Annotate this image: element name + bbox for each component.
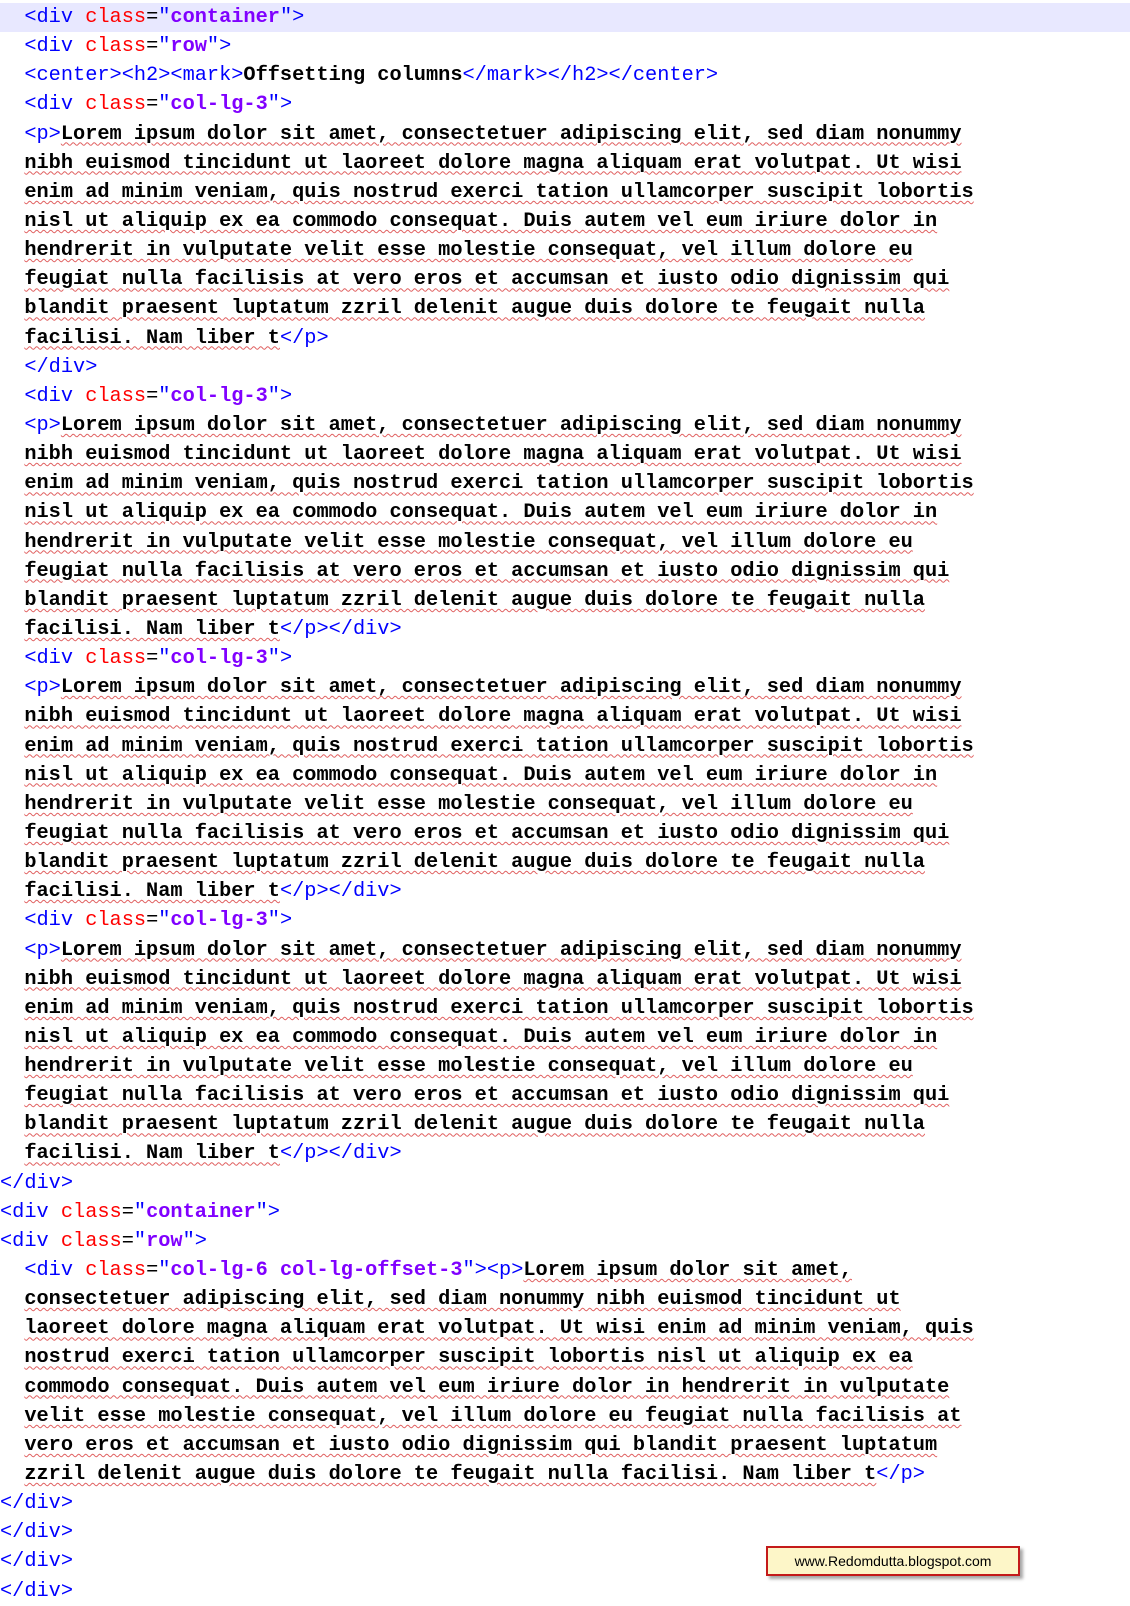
line-indent [0, 968, 24, 991]
code-token-text: feugiat nulla facilisis at vero eros et accumsan et iusto odio dignissim qui [24, 821, 950, 845]
code-line[interactable] [0, 586, 1130, 615]
line-indent [0, 239, 24, 262]
code-token-tag: <div [24, 909, 86, 933]
line-indent [0, 6, 24, 29]
code-token-text: blandit praesent luptatum zzril delenit augue duis dolore te feugait nulla [24, 297, 925, 321]
code-token-eq: = [146, 93, 159, 117]
line-indent [0, 1376, 24, 1399]
line-indent [0, 356, 24, 379]
line-indent [0, 327, 24, 350]
code-token-eq: = [146, 35, 159, 59]
code-line[interactable] [0, 528, 1130, 557]
code-line[interactable] [0, 994, 1130, 1023]
code-token-text: vero eros et accumsan et iusto odio dignissim qui blandit praesent luptatum [24, 1433, 938, 1457]
line-indent [0, 152, 24, 175]
code-token-eq: = [146, 909, 159, 933]
line-indent [0, 822, 24, 845]
code-line[interactable] [0, 1169, 1130, 1198]
line-indent [0, 297, 24, 320]
code-token-attr: class [60, 1200, 122, 1224]
line-indent [0, 1142, 24, 1165]
code-line[interactable] [0, 1343, 1130, 1372]
code-token-text: commodo consequat. Duis autem vel eum iriure dolor in hendrerit in vulputate [24, 1375, 950, 1399]
code-token-text: velit esse molestie consequat, vel illum dolore eu feugiat nulla facilisis at [24, 1404, 962, 1428]
code-line[interactable] [0, 32, 1130, 61]
watermark-label [766, 1546, 1020, 1576]
code-line[interactable] [0, 294, 1130, 323]
code-line[interactable] [0, 1110, 1130, 1139]
code-token-text: nostrud exerci tation ullamcorper suscipit lobortis nisl ut aliquip ex ea [24, 1346, 913, 1370]
line-indent [0, 93, 24, 116]
code-token-attr: class [85, 93, 147, 117]
line-indent [0, 851, 24, 874]
code-token-attr: class [85, 384, 147, 408]
code-line[interactable] [0, 440, 1130, 469]
line-indent [0, 880, 24, 903]
code-line[interactable] [0, 1198, 1130, 1227]
code-token-str: row [146, 1229, 183, 1253]
code-token-tag: " [158, 647, 171, 671]
line-indent [0, 210, 24, 233]
code-token-text: enim ad minim veniam, quis nostrud exerci tation ullamcorper suscipit lobortis [24, 734, 974, 758]
line-indent [0, 589, 24, 612]
code-token-eq: = [146, 647, 159, 671]
code-line[interactable] [0, 149, 1130, 178]
code-line[interactable] [0, 1402, 1130, 1431]
code-token-text: nisl ut aliquip ex ea commodo consequat. Duis autem vel eum iriure dolor in [24, 763, 938, 787]
line-indent [0, 443, 24, 466]
line-indent [0, 1055, 24, 1078]
code-line[interactable] [0, 965, 1130, 994]
code-line[interactable] [0, 790, 1130, 819]
code-line[interactable] [0, 1139, 1130, 1168]
code-token-text: enim ad minim veniam, quis nostrud exerci tation ullamcorper suscipit lobortis [24, 180, 974, 204]
code-token-text: enim ad minim veniam, quis nostrud exerci tation ullamcorper suscipit lobortis [24, 472, 974, 496]
code-token-text: facilisi. Nam liber t [24, 617, 280, 641]
code-line[interactable] [0, 936, 1130, 965]
code-token-plain: Offsetting columns [243, 64, 463, 88]
code-token-tag: " [133, 1229, 147, 1253]
code-token-eq: = [121, 1229, 134, 1253]
code-token-text: enim ad minim veniam, quis nostrud exerci tation ullamcorper suscipit lobortis [24, 996, 974, 1020]
code-token-tag: </div> [0, 1492, 74, 1516]
code-token-tag: "> [267, 647, 293, 671]
code-token-text: feugiat nulla facilisis at vero eros et accumsan et iusto odio dignissim qui [24, 559, 950, 583]
code-token-tag: <div [24, 35, 86, 59]
code-token-text: nibh euismod tincidunt ut laoreet dolore magna aliquam erat volutpat. Ut wisi [24, 151, 962, 175]
code-token-tag: " [133, 1200, 147, 1224]
line-indent [0, 414, 24, 437]
code-line[interactable] [0, 3, 1130, 32]
code-token-str: col-lg-3 [170, 384, 268, 408]
code-token-tag: <div [24, 647, 86, 671]
code-token-tag: </div> [0, 1521, 74, 1545]
code-token-text: nisl ut aliquip ex ea commodo consequat. Duis autem vel eum iriure dolor in [24, 501, 938, 525]
code-token-tag: </div> [0, 1579, 74, 1603]
code-line[interactable] [0, 848, 1130, 877]
code-token-tag: </p> [279, 326, 329, 350]
code-token-tag: <div [0, 1229, 61, 1253]
code-line[interactable] [0, 469, 1130, 498]
code-line[interactable] [0, 236, 1130, 265]
code-token-tag: "> [267, 93, 293, 117]
code-line[interactable] [0, 207, 1130, 236]
line-indent [0, 560, 24, 583]
code-token-tag: "> [182, 1229, 207, 1253]
line-indent [0, 501, 24, 524]
code-token-tag: </div> [24, 355, 98, 379]
code-token-attr: class [85, 909, 147, 933]
code-token-text: nisl ut aliquip ex ea commodo consequat. Duis autem vel eum iriure dolor in [24, 209, 938, 233]
code-token-str: col-lg-3 [170, 93, 268, 117]
line-indent [0, 1084, 24, 1107]
line-indent [0, 1346, 24, 1369]
code-line[interactable] [0, 498, 1130, 527]
line-indent [0, 676, 24, 699]
code-token-text: Lorem ipsum dolor sit amet, consectetuer adipiscing elit, sed diam nonummy [60, 122, 962, 146]
code-line[interactable] [0, 1489, 1130, 1518]
code-token-tag: <div [24, 384, 86, 408]
code-token-text: Lorem ipsum dolor sit amet, [523, 1259, 852, 1283]
code-token-tag: " [158, 93, 171, 117]
code-line[interactable] [0, 819, 1130, 848]
code-token-tag: <p> [24, 413, 61, 437]
code-token-eq: = [146, 1259, 159, 1283]
code-token-text: consectetuer adipiscing elit, sed diam nonummy nibh euismod tincidunt ut [24, 1288, 901, 1312]
code-token-str: col-lg-3 [170, 909, 268, 933]
code-editor[interactable] [0, 3, 1130, 1606]
code-token-str: col-lg-6 col-lg-offset-3 [170, 1259, 463, 1283]
code-token-text: hendrerit in vulputate velit esse molestie consequat, vel illum dolore eu [24, 1055, 913, 1079]
line-indent [0, 705, 24, 728]
code-token-text: feugiat nulla facilisis at vero eros et accumsan et iusto odio dignissim qui [24, 1084, 950, 1108]
line-indent [0, 1259, 24, 1282]
code-token-tag: "> [267, 909, 293, 933]
code-token-tag: <div [24, 1259, 86, 1283]
code-token-tag: " [158, 1259, 171, 1283]
code-token-text: Lorem ipsum dolor sit amet, consectetuer adipiscing elit, sed diam nonummy [60, 413, 962, 437]
code-line[interactable] [0, 265, 1130, 294]
code-token-eq: = [121, 1200, 134, 1224]
code-token-tag: " [158, 909, 171, 933]
code-line[interactable] [0, 761, 1130, 790]
code-line[interactable] [0, 877, 1130, 906]
line-indent [0, 1113, 24, 1136]
line-indent [0, 268, 24, 291]
code-token-text: Lorem ipsum dolor sit amet, consectetuer adipiscing elit, sed diam nonummy [60, 938, 962, 962]
line-indent [0, 385, 24, 408]
code-token-tag: <div [24, 93, 86, 117]
code-token-text: hendrerit in vulputate velit esse molestie consequat, vel illum dolore eu [24, 530, 913, 554]
code-token-text: laoreet dolore magna aliquam erat volutpat. Ut wisi enim ad minim veniam, quis [24, 1317, 974, 1341]
line-indent [0, 939, 24, 962]
code-token-tag: </p></div> [279, 1142, 402, 1166]
code-line[interactable] [0, 644, 1130, 673]
code-line[interactable] [0, 1431, 1130, 1460]
code-token-text: nibh euismod tincidunt ut laoreet dolore magna aliquam erat volutpat. Ut wisi [24, 967, 962, 991]
line-indent [0, 123, 24, 146]
code-token-str: row [170, 35, 207, 59]
code-token-text: nibh euismod tincidunt ut laoreet dolore magna aliquam erat volutpat. Ut wisi [24, 443, 962, 467]
line-indent [0, 997, 24, 1020]
code-token-tag: </mark></h2></center> [462, 64, 719, 88]
code-token-text: facilisi. Nam liber t [24, 1142, 280, 1166]
code-line[interactable] [0, 1256, 1130, 1285]
code-token-tag: "> [255, 1200, 280, 1224]
code-line[interactable] [0, 120, 1130, 149]
code-line[interactable] [0, 178, 1130, 207]
code-token-text: zzril delenit augue duis dolore te feugait nulla facilisi. Nam liber t [24, 1463, 877, 1487]
code-token-tag: "> [206, 35, 232, 59]
code-line[interactable] [0, 1373, 1130, 1402]
line-indent [0, 531, 24, 554]
code-token-text: hendrerit in vulputate velit esse molestie consequat, vel illum dolore eu [24, 239, 913, 263]
code-token-tag: </div> [0, 1171, 74, 1195]
code-token-tag: " [158, 384, 171, 408]
line-indent [0, 764, 24, 787]
line-indent [0, 1463, 24, 1486]
code-token-attr: class [85, 1259, 147, 1283]
code-line[interactable] [0, 702, 1130, 731]
code-token-text: nibh euismod tincidunt ut laoreet dolore magna aliquam erat volutpat. Ut wisi [24, 705, 962, 729]
line-indent [0, 472, 24, 495]
code-token-tag: <center><h2><mark> [24, 64, 244, 88]
code-token-tag: "> [267, 384, 293, 408]
code-token-tag: <p> [24, 122, 61, 146]
code-token-text: blandit praesent luptatum zzril delenit augue duis dolore te feugait nulla [24, 851, 925, 875]
line-indent [0, 1317, 24, 1340]
code-token-tag: </p> [876, 1463, 925, 1487]
code-line[interactable] [0, 353, 1130, 382]
code-line[interactable] [0, 1081, 1130, 1110]
code-token-eq: = [146, 384, 159, 408]
line-indent [0, 793, 24, 816]
code-token-text: facilisi. Nam liber t [24, 326, 280, 350]
watermark-text: www.Redomdutta.blogspot.com [794, 1553, 992, 1569]
code-token-text: feugiat nulla facilisis at vero eros et accumsan et iusto odio dignissim qui [24, 268, 950, 292]
code-token-tag: " [158, 6, 171, 29]
code-line[interactable] [0, 1460, 1130, 1489]
code-line[interactable] [0, 324, 1130, 353]
code-token-text: nisl ut aliquip ex ea commodo consequat. Duis autem vel eum iriure dolor in [24, 1025, 938, 1049]
code-token-tag: </div> [0, 1550, 74, 1574]
line-indent [0, 1288, 24, 1311]
code-line[interactable] [0, 1023, 1130, 1052]
code-line[interactable] [0, 61, 1130, 90]
code-token-tag: </p></div> [279, 880, 402, 904]
code-token-text: facilisi. Nam liber t [24, 880, 280, 904]
code-token-str: container [170, 6, 280, 29]
line-indent [0, 1434, 24, 1457]
code-token-tag: <div [0, 1200, 61, 1224]
code-token-attr: class [85, 647, 147, 671]
code-line[interactable] [0, 382, 1130, 411]
code-token-tag: "><p> [462, 1259, 524, 1283]
line-indent [0, 647, 24, 670]
line-indent [0, 181, 24, 204]
code-token-text: Lorem ipsum dolor sit amet, consectetuer adipiscing elit, sed diam nonummy [60, 676, 962, 700]
line-indent [0, 909, 24, 932]
code-line[interactable] [0, 732, 1130, 761]
code-line[interactable] [0, 1518, 1130, 1547]
line-indent [0, 35, 24, 58]
code-line[interactable] [0, 1227, 1130, 1256]
code-token-attr: class [85, 6, 147, 29]
code-token-tag: <p> [24, 938, 61, 962]
code-line[interactable] [0, 411, 1130, 440]
code-token-tag: <p> [24, 676, 61, 700]
code-token-tag: </p></div> [279, 617, 402, 641]
line-indent [0, 735, 24, 758]
code-token-str: container [146, 1200, 256, 1224]
code-line[interactable] [0, 906, 1130, 935]
code-line[interactable] [0, 615, 1130, 644]
code-token-text: blandit praesent luptatum zzril delenit augue duis dolore te feugait nulla [24, 1113, 925, 1137]
code-token-text: hendrerit in vulputate velit esse molestie consequat, vel illum dolore eu [24, 792, 913, 816]
line-indent [0, 1026, 24, 1049]
code-token-attr: class [60, 1229, 122, 1253]
code-line[interactable] [0, 1052, 1130, 1081]
code-token-text: blandit praesent luptatum zzril delenit augue duis dolore te feugait nulla [24, 588, 925, 612]
code-line[interactable] [0, 90, 1130, 119]
code-token-tag: <div [24, 6, 86, 29]
code-token-attr: class [85, 35, 147, 59]
code-token-tag: " [158, 35, 171, 59]
code-token-tag: "> [279, 6, 305, 29]
code-line[interactable] [0, 557, 1130, 586]
line-indent [0, 64, 24, 87]
code-line[interactable] [0, 1314, 1130, 1343]
line-indent [0, 1405, 24, 1428]
line-indent [0, 618, 24, 641]
code-line[interactable] [0, 673, 1130, 702]
code-line[interactable] [0, 1577, 1130, 1606]
code-token-eq: = [146, 6, 159, 29]
code-token-str: col-lg-3 [170, 647, 268, 671]
code-line[interactable] [0, 1285, 1130, 1314]
